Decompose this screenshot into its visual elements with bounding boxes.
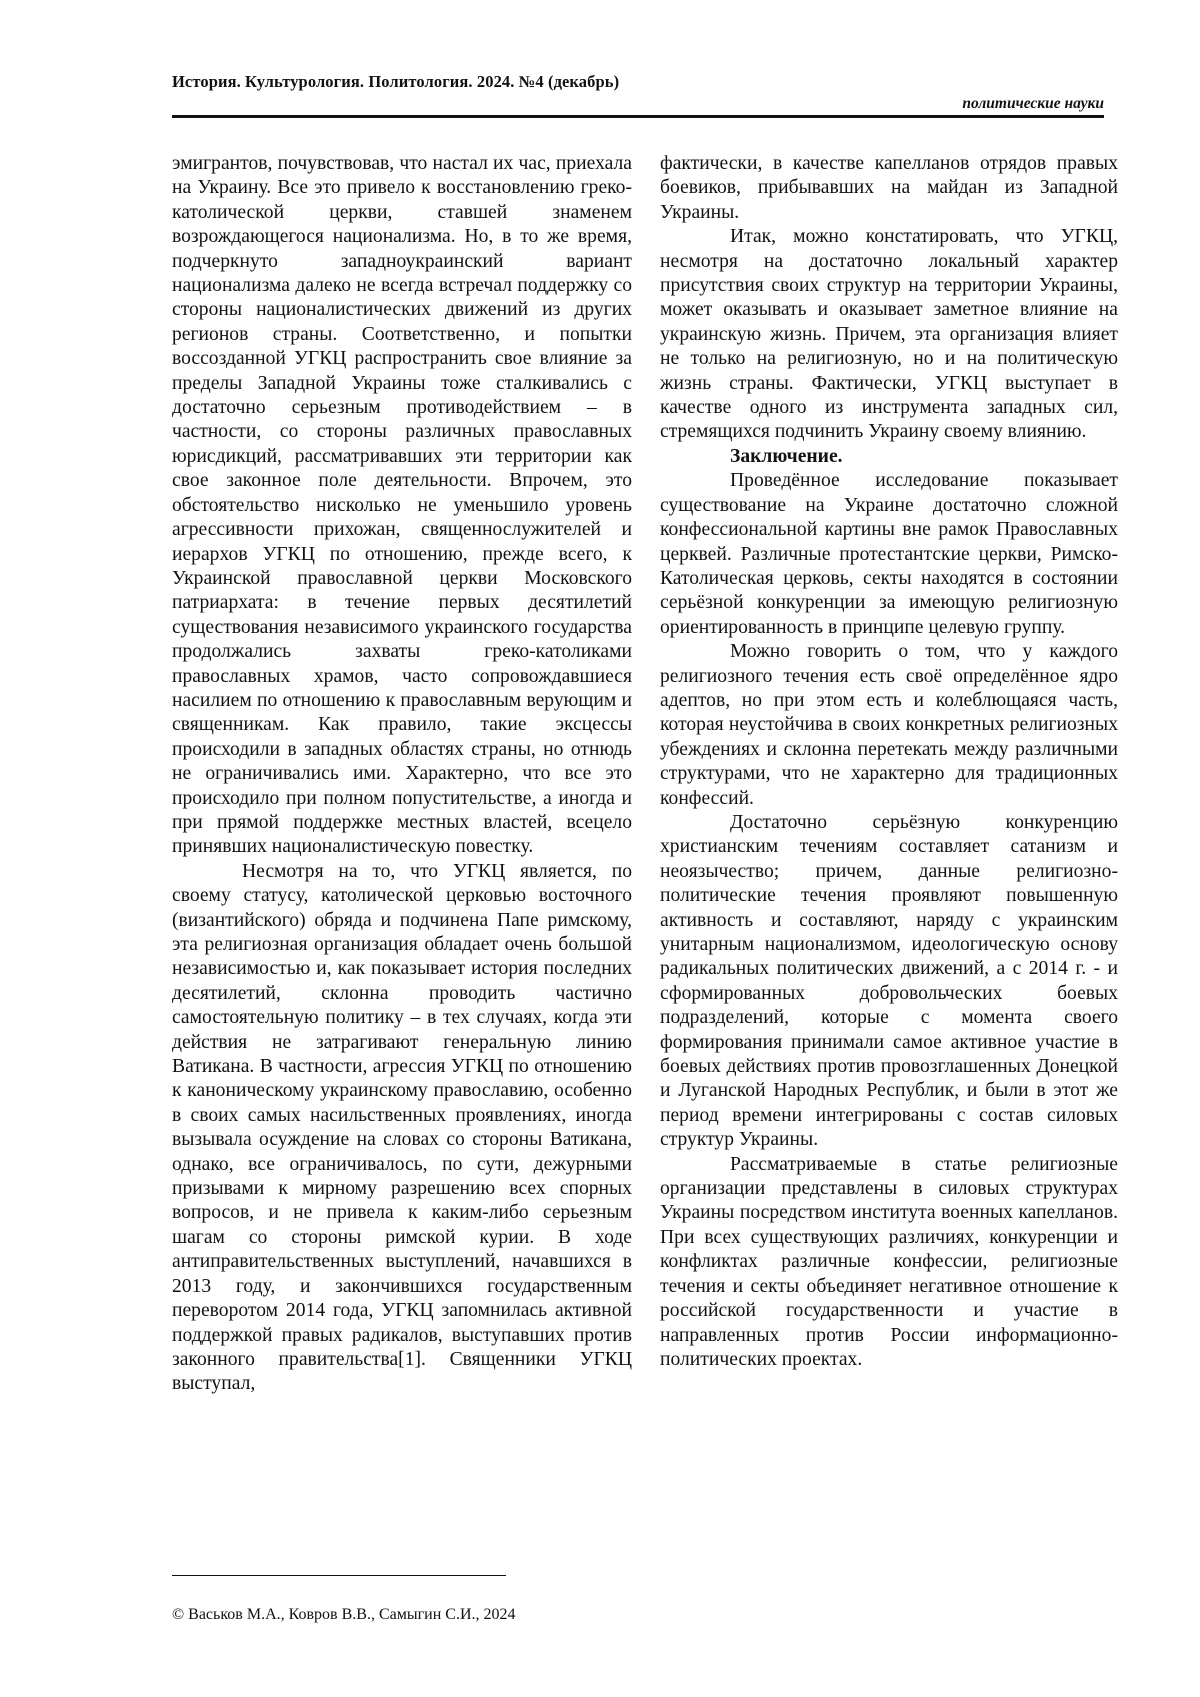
- footnote-rule: [172, 1575, 506, 1576]
- right-paragraph-1: фактически, в качестве капелланов отрядов правых боевиков, прибывавших на майдан из Западной Украины.: [660, 153, 1118, 223]
- journal-title: История. Культурология. Политология. 2024. №4 (декабрь): [172, 72, 620, 91]
- right-paragraph-2: Итак, можно констатировать, что УГКЦ, несмотря на достаточно локальный характер присутствия своих структур на территории Украины, может оказывать и оказывает заметное влияние на украинскую жизнь. Причем, эта организация влияет не только на религиозную, но и на политическую жизнь страны. Фактически, УГКЦ выступает в качестве одного из инструмента западных сил, стремящихся подчинить Украину своему влиянию.: [660, 226, 1118, 443]
- right-paragraph-4: Можно говорить о том, что у каждого религиозного течения есть своё определённое ядро адептов, но при этом есть и колеблющаяся часть, которая неустойчива в своих конкретных религиозных убеждениях и склонна перетекать между различными структурами, что не характерно для традиционных конфессий.: [660, 641, 1118, 809]
- header-rule: [172, 115, 1104, 118]
- conclusion-heading: Заключение.: [730, 445, 843, 467]
- section-label: политические науки: [962, 95, 1104, 112]
- right-column: [660, 152, 1118, 1372]
- right-paragraph-5: Достаточно серьёзную конкуренцию христианским течениям составляет сатанизм и неоязычество; причем, данные религиозно-политические течения проявляют повышенную активность и составляют, наряду с украинским унитарным национализмом, идеологическую основу радикальных политических движений, а с 2014 г. - и сформированных добровольческих боевых подразделений, которые с момента своего формирования принимали самое активное участие в боевых действиях против провозглашенных Донецкой и Луганской Народных Республик, и были в этот же период времени интегрированы с состав силовых структур Украины.: [660, 811, 1118, 1151]
- left-column: [172, 152, 632, 1397]
- left-paragraph-2: Несмотря на то, что УГКЦ является, по своему статусу, католической церковью восточного (византийского) обряда и подчинена Папе римскому, эта религиозная организация обладает очень большой независимостью и, как показывает история последних десятилетий, склонна проводить частично самостоятельную политику – в тех случаях, когда эти действия не затрагивают генеральную линию Ватикана. В частности, агрессия УГКЦ по отношению к каноническому украинскому православию, особенно в своих самых насильственных проявлениях, иногда вызывала осуждение на словах со стороны Ватикана, однако, все ограничивалось, по сути, дежурными призывами к мирному разрешению всех спорных вопросов, и не привела к каким-либо серьезным шагам со стороны римской курии. В ходе антиправительственных выступлений, начавшихся в 2013 году, и закончившихся государственным переворотом 2014 года, УГКЦ запомнилась активной поддержкой правых радикалов, выступавших против законного правительства[1]. Священники УГКЦ выступал,: [172, 860, 632, 1395]
- left-paragraph-1: эмигрантов, почувствовав, что настал их час, приехала на Украину. Все это привело к восстановлению греко-католической церкви, ставшей знаменем возрождающегося национализма. Но, в то же время, подчеркнуто западноукраинский вариант национализма далеко не всегда встречал поддержку со стороны националистических движений из других регионов страны. Соответственно, и попытки воссозданной УГКЦ распространить свое влияние за пределы Западной Украины тоже сталкивались с достаточно серьезным противодействием – в частности, со стороны различных православных юрисдикций, рассматривавших эти территории как свое законное поле деятельности. Впрочем, это обстоятельство нисколько не уменьшило уровень агрессивности прихожан, священнослужителей и иерархов УГКЦ по отношению, прежде всего, к Украинской православной церкви Московского патриархата: в течение первых десятилетий существования независимого украинского государства продолжались захваты греко-католиками православных храмов, часто сопровождавшиеся насилием по отношению к православным верующим и священникам. Как правило, такие эксцессы происходили в западных областях страны, но отнюдь не ограничивались ими. Характерно, что все это происходило при полном попустительстве, а иногда и при прямой поддержке местных властей, всецело принявших националистическую повестку.: [172, 153, 632, 858]
- copyright-notice: © Васьков М.А., Ковров В.В., Самыгин С.И., 2024: [172, 1606, 516, 1623]
- right-paragraph-6: Рассматриваемые в статье религиозные организации представлены в силовых структурах Украины посредством института военных капелланов. При всех существующих различиях, конкуренции и конфликтах различные конфессии, религиозные течения и секты объединяет негативное отношение к российской государственности и участие в направленных против России информационно-политических проектах.: [660, 1153, 1118, 1370]
- right-paragraph-3: Проведённое исследование показывает существование на Украине достаточно сложной конфессиональной картины вне рамок Православных церквей. Различные протестантские церкви, Римско-Католическая церковь, секты находятся в состоянии серьёзной конкуренции за имеющую религиозную ориентированность в принципе целевую группу.: [660, 470, 1118, 638]
